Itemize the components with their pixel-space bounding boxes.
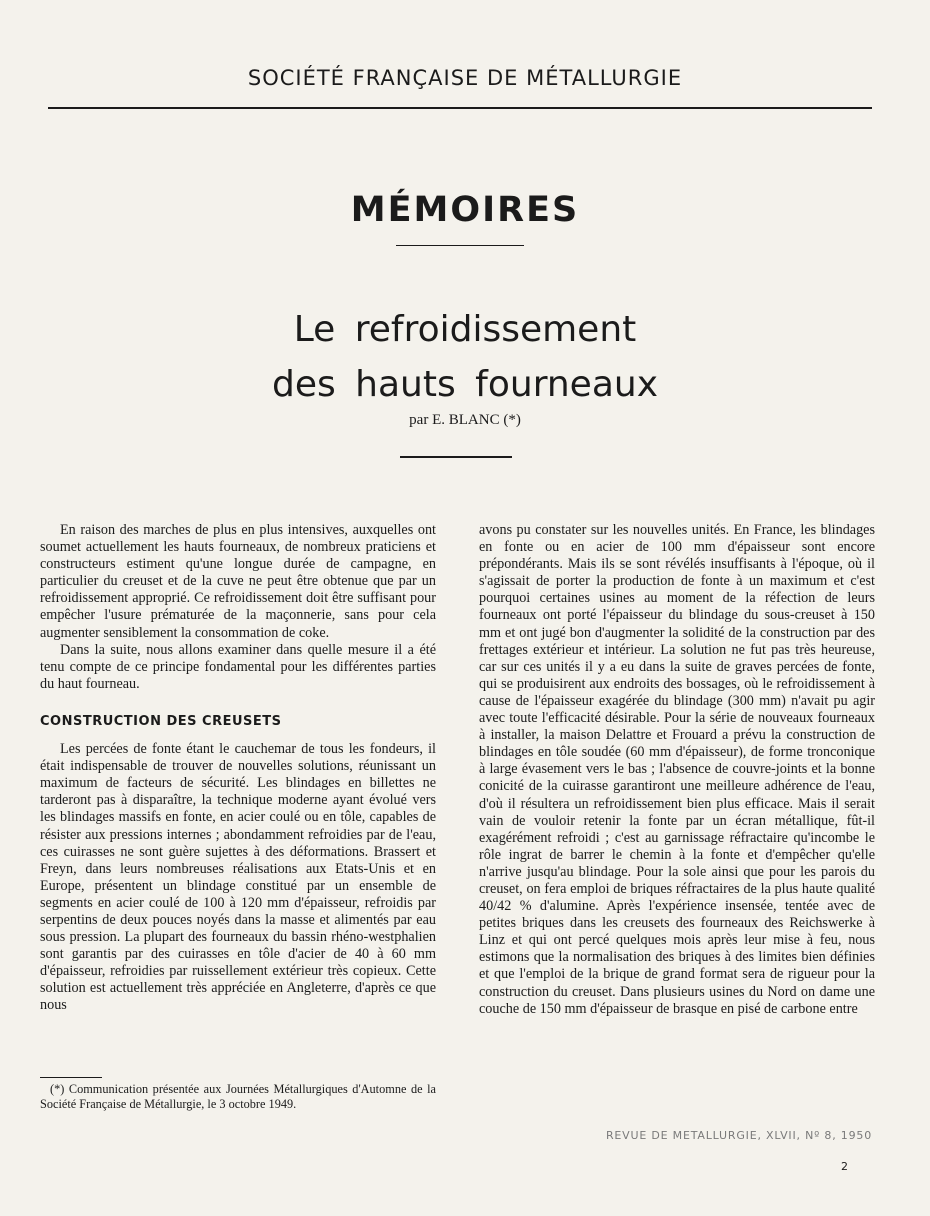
title-rule [400,456,512,458]
journal-citation: REVUE DE METALLURGIE, XLVII, Nº 8, 1950 [605,1129,872,1142]
header-rule [48,107,872,109]
page-number: 2 [841,1160,848,1173]
paragraph: En raison des marches de plus en plus intensives, auxquelles ont soumet actuellement les hauts fourneaux, de nombreux praticiens et constructeurs estiment qu'une longue durée de campagne, en particulier du creuset et de la cuve ne peut être obtenue que par un refroidissement approprié. Ce refroidissement doit être suffisant pour empêcher l'usure prématurée de la maçonnerie, sans pour cela augmenter sensiblement la consommation de coke. [40,522,436,641]
section-rule [396,245,524,246]
byline: par E. BLANC (*) [409,412,521,428]
article-title-line-2: des hauts fourneaux [271,364,659,405]
paragraph: Les percées de fonte étant le cauchemar de tous les fondeurs, il était indispensable de trouver de nouvelles solutions, réunissant un maximum de facteurs de sécurité. Les blindages en billettes ne tarderont pas à disparaître, la technique moderne ayant évolué vers les blindages massifs en fonte, en acier coulé ou en tôle, capables de résister aux pressions internes ; abondamment refroidies par de l'eau, ces cuirasses ne sont guère sujettes à des déformations. Brassert et Freyn, dans leurs nombreuses réalisations aux Etats-Unis et en Europe, présentent un blindage constitué par un ensemble de segments en acier coulé de 100 à 120 mm d'épaisseur, refroidis par serpentins de deux pouces noyés dans la masse et alimentés par eau sous pression. La plupart des fourneaux du bassin rhéno-westphalien sont garantis par des cuirasses en tôle d'acier de 40 à 60 mm d'épaisseur, refroidies par ruissellement extérieur très copieux. Cette solution est actuellement très appréciée en Angleterre, d'après ce que nous [40,741,436,1014]
society-header: SOCIÉTÉ FRANÇAISE DE MÉTALLURGIE [247,66,683,90]
footnote: (*) Communication présentée aux Journées Métallurgiques d'Automne de la Société Française de Métallurgie, le 3 octobre 1949. [40,1082,436,1111]
right-column [479,522,875,1018]
article-title-line-1: Le refroidissement [293,309,637,350]
paragraph: avons pu constater sur les nouvelles unités. En France, les blindages en fonte ou en acier de 100 mm d'épaisseur sont encore prépondérants. Mais ils se sont révélés insuffisants à l'époque, où il s'agissait de porter la production de fonte à un maximum et c'est pourquoi certaines usines au moment de la réfection de leurs fourneaux ont porté l'épaisseur du blindage du sous-creuset à 150 mm et ont jugé bon d'augmenter la solidité de la construction par des frettages extérieur et intérieur. La solution ne fut pas très heureuse, car sur ces unités il y a eu dans la suite de graves percées de fonte, qui se produisirent aux endroits des bossages, où le refroidissement à cause de l'épaisseur exagérée du blindage (300 mm) n'avait pu agir avec toute l'efficacité désirable. Pour la série de nouveaux fourneaux à installer, la maison Delattre et Frouard a prévu la construction de blindages en tôle soudée (60 mm d'épaisseur), de forme tronconique à large évasement vers le bas ; l'absence de couvre-joints et la bonne conicité de la cuirasse garantiront une meilleure adhérence de l'eau, d'où il résultera un refroidissement bien plus efficace. Mais il serait vain de vouloir retenir la fonte par un écran métallique, fût-il exagérément refroidi ; c'est au garnissage réfractaire qu'incombe le rôle ingrat de barrer le chemin à la fonte et d'empêcher qu'elle n'arrive jusqu'au blindage. Pour la sole ainsi que pour les parois du creuset, on fera emploi de briques réfractaires de la plus haute qualité 40/42 % d'alumine. Après l'expérience insensée, tentée avec de petites briques dans les creusets des fourneaux des Reichswerke à Linz et qui ont percé quelques mois après leur mise à feu, nous estimons que la normalisation des briques à des limites bien définies et que l'emploi de la brique de grand format sera de rigueur pour la construction du creuset. Dans plusieurs usines du Nord on dame une couche de 150 mm d'épaisseur de brasque en pisé de carbone entre [479,522,875,1017]
left-column [40,522,436,1015]
footnote-rule [40,1077,102,1078]
article-title [0,302,930,412]
section-heading: CONSTRUCTION DES CREUSETS [40,713,282,729]
paragraph: Dans la suite, nous allons examiner dans quelle mesure il a été tenu compte de ce principe fondamental pour les différentes parties du haut fourneau. [40,641,436,692]
section-title: MÉMOIRES [350,190,580,230]
